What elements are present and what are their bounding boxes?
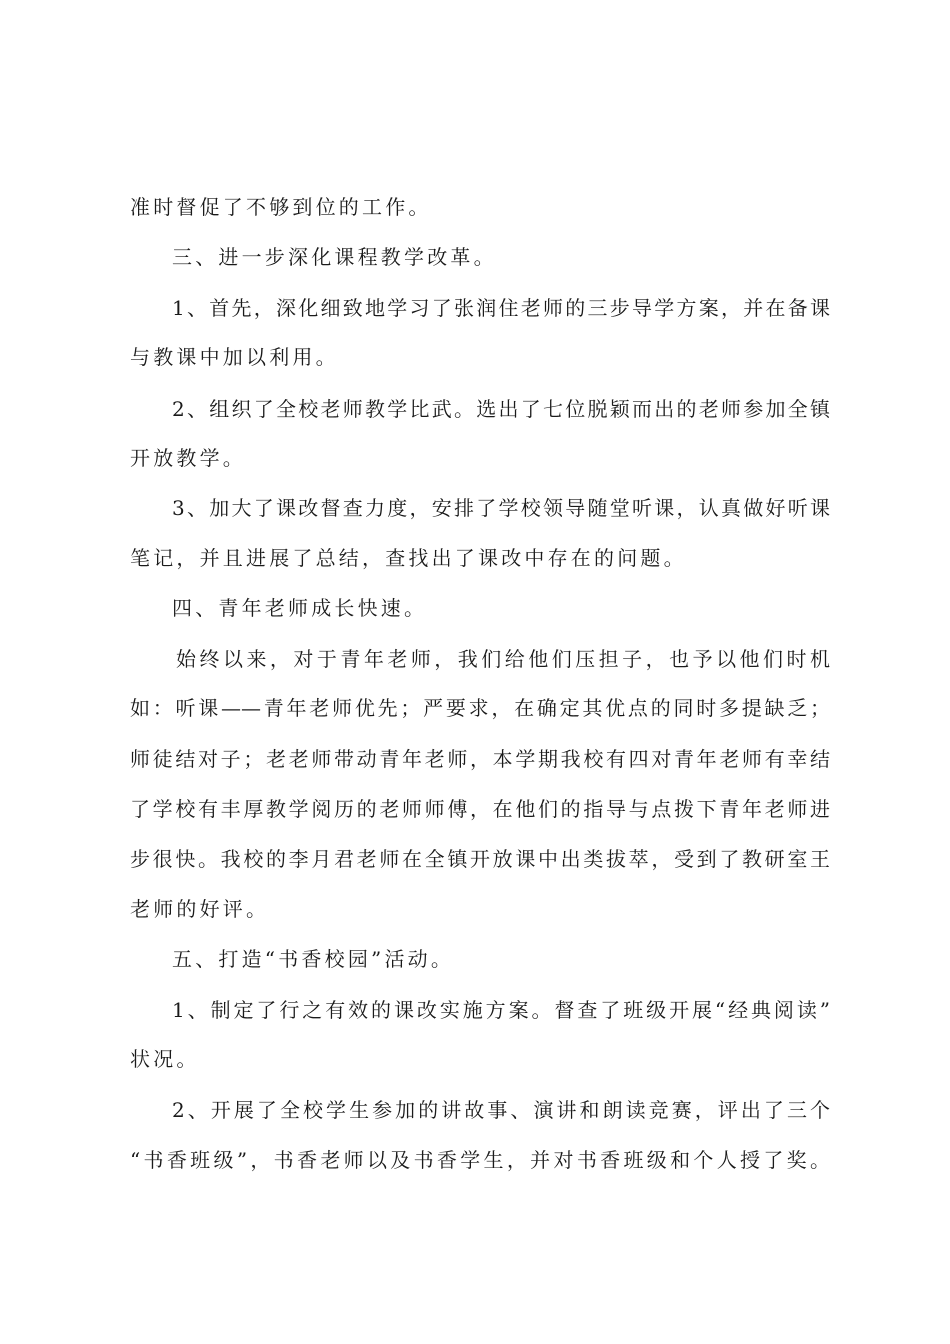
paragraph-line: “书香班级”，书香老师以及书香学生，并对书香班级和个人授了奖。 — [130, 1148, 830, 1172]
paragraph-line: 2、组织了全校老师教学比武。选出了七位脱颖而出的老师参加全镇 — [172, 397, 830, 421]
section-heading-4: 四、青年老师成长快速。 — [172, 596, 428, 620]
paragraph-line: 开放教学。 — [130, 446, 246, 470]
paragraph-line: 始终以来，对于青年老师，我们给他们压担子，也予以他们时机 — [176, 647, 830, 671]
paragraph-line: 了学校有丰厚教学阅历的老师师傅，在他们的指导与点拨下青年老师进 — [130, 797, 830, 821]
paragraph-line: 2、开展了全校学生参加的讲故事、演讲和朗读竞赛，评出了三个 — [172, 1098, 830, 1122]
paragraph-line: 步很快。我校的李月君老师在全镇开放课中出类拔萃，受到了教研室王 — [130, 847, 830, 871]
paragraph-line: 如：听课——青年老师优先；严要求，在确定其优点的同时多提缺乏； — [130, 696, 830, 720]
paragraph-line: 师徒结对子；老老师带动青年老师，本学期我校有四对青年老师有幸结 — [130, 747, 830, 771]
paragraph-line: 1、制定了行之有效的课改实施方案。督查了班级开展“经典阅读” — [172, 998, 830, 1022]
paragraph-line: 与教课中加以利用。 — [130, 345, 339, 369]
paragraph-line: 笔记，并且进展了总结，查找出了课改中存在的问题。 — [130, 546, 687, 570]
paragraph-line: 准时督促了不够到位的工作。 — [130, 195, 432, 219]
paragraph-line: 3、加大了课改督查力度，安排了学校领导随堂听课，认真做好听课 — [172, 496, 830, 520]
paragraph-line: 状况。 — [130, 1047, 200, 1071]
paragraph-line: 1、首先，深化细致地学习了张润住老师的三步导学方案，并在备课 — [172, 296, 830, 320]
section-heading-5: 五、打造“书香校园”活动。 — [172, 947, 455, 971]
section-heading-3: 三、进一步深化课程教学改革。 — [172, 245, 497, 269]
paragraph-line: 老师的好评。 — [130, 897, 270, 921]
